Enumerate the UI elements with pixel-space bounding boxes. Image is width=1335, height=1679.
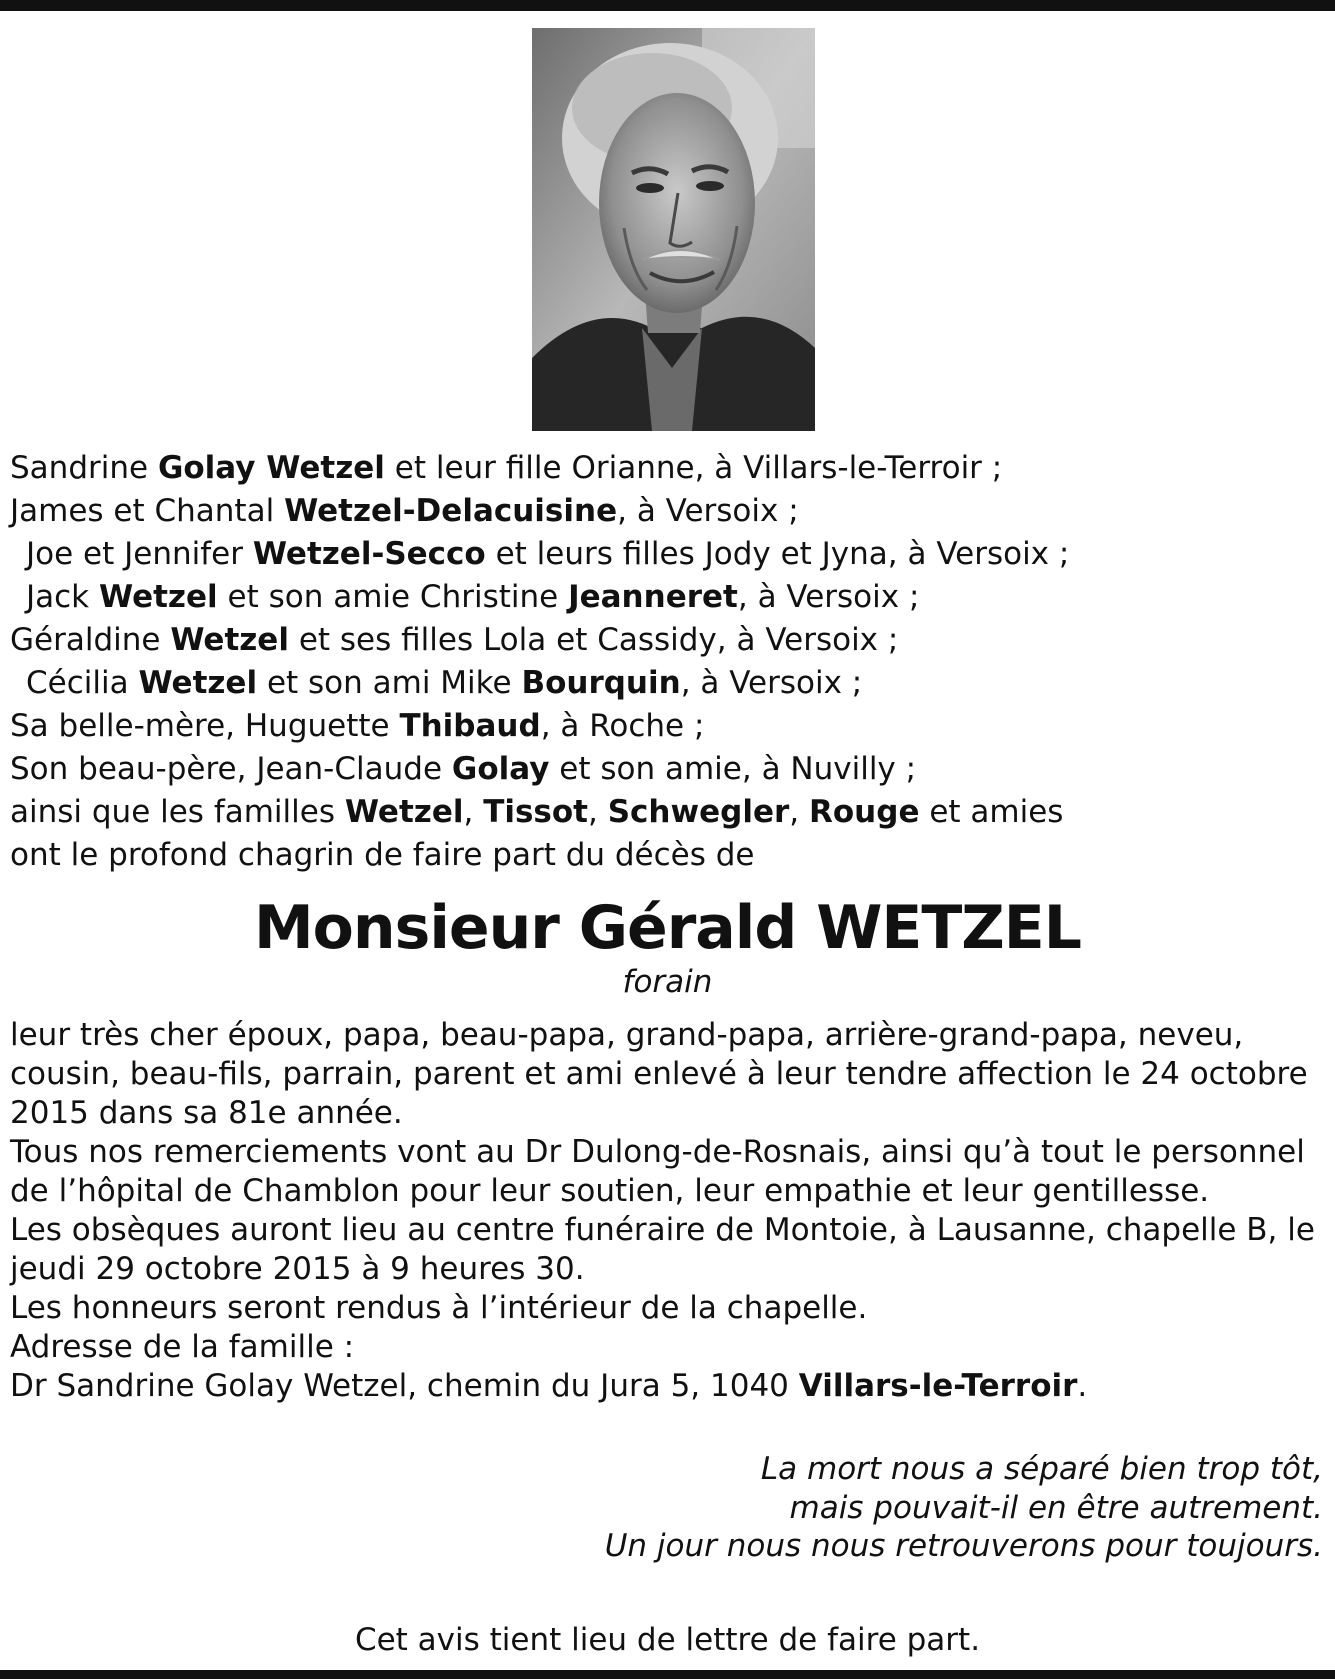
body-line: cousin, beau-fils, parrain, parent et ami enlevé à leur tendre affection le 24 octobre bbox=[10, 1056, 1308, 1092]
family-address: Dr Sandrine Golay Wetzel, chemin du Jura 5, 1040 Villars-le-Terroir. bbox=[10, 1368, 1088, 1404]
poem-line: mais pouvait-il en être autrement. bbox=[789, 1489, 1323, 1526]
family-line: Jack Wetzel et son amie Christine Jeanneret, à Versoix ; bbox=[26, 579, 920, 615]
portrait-photo bbox=[532, 28, 815, 431]
poem-line: La mort nous a séparé bien trop tôt, bbox=[760, 1451, 1323, 1487]
body-line: de l’hôpital de Chamblon pour leur soutien, leur empathie et leur gentillesse. bbox=[10, 1173, 1210, 1209]
family-line: Cécilia Wetzel et son ami Mike Bourquin, à Versoix ; bbox=[26, 665, 863, 701]
family-line: Sa belle-mère, Huguette Thibaud, à Roche ; bbox=[10, 708, 705, 744]
deceased-name: Monsieur Gérald WETZEL bbox=[253, 893, 1082, 963]
family-line: James et Chantal Wetzel-Delacuisine, à Versoix ; bbox=[10, 493, 799, 529]
top-rule bbox=[0, 0, 1335, 11]
deceased-occupation: forain bbox=[622, 964, 713, 1000]
family-line: Géraldine Wetzel et ses filles Lola et Cassidy, à Versoix ; bbox=[10, 622, 899, 658]
family-line: Joe et Jennifer Wetzel-Secco et leurs filles Jody et Jyna, à Versoix ; bbox=[26, 536, 1070, 572]
announcement-intro: ont le profond chagrin de faire part du décès de bbox=[10, 837, 755, 873]
body-line: Les obsèques auront lieu au centre funéraire de Montoie, à Lausanne, chapelle B, le bbox=[10, 1212, 1315, 1248]
family-line: Son beau-père, Jean-Claude Golay et son amie, à Nuvilly ; bbox=[10, 751, 917, 787]
announcement-body bbox=[10, 1016, 1325, 1406]
family-list bbox=[10, 447, 1320, 877]
body-line: leur très cher époux, papa, beau-papa, grand-papa, arrière-grand-papa, neveu, bbox=[10, 1017, 1244, 1053]
body-line: 2015 dans sa 81e année. bbox=[10, 1095, 403, 1131]
poem-line: Un jour nous nous retrouverons pour toujours. bbox=[604, 1528, 1323, 1564]
body-line: Tous nos remerciements vont au Dr Dulong-de-Rosnais, ainsi qu’à tout le personnel bbox=[10, 1134, 1305, 1170]
closing-poem bbox=[523, 1450, 1323, 1566]
bottom-rule bbox=[0, 1670, 1335, 1679]
body-line: Les honneurs seront rendus à l’intérieur de la chapelle. bbox=[10, 1290, 868, 1326]
body-line: jeudi 29 octobre 2015 à 9 heures 30. bbox=[10, 1251, 585, 1287]
family-line: Sandrine Golay Wetzel et leur fille Orianne, à Villars-le-Terroir ; bbox=[10, 450, 1003, 486]
notice-footer: Cet avis tient lieu de lettre de faire part. bbox=[354, 1622, 981, 1658]
family-line: ainsi que les familles Wetzel, Tissot, Schwegler, Rouge et amies bbox=[10, 794, 1064, 830]
body-line: Adresse de la famille : bbox=[10, 1329, 355, 1365]
